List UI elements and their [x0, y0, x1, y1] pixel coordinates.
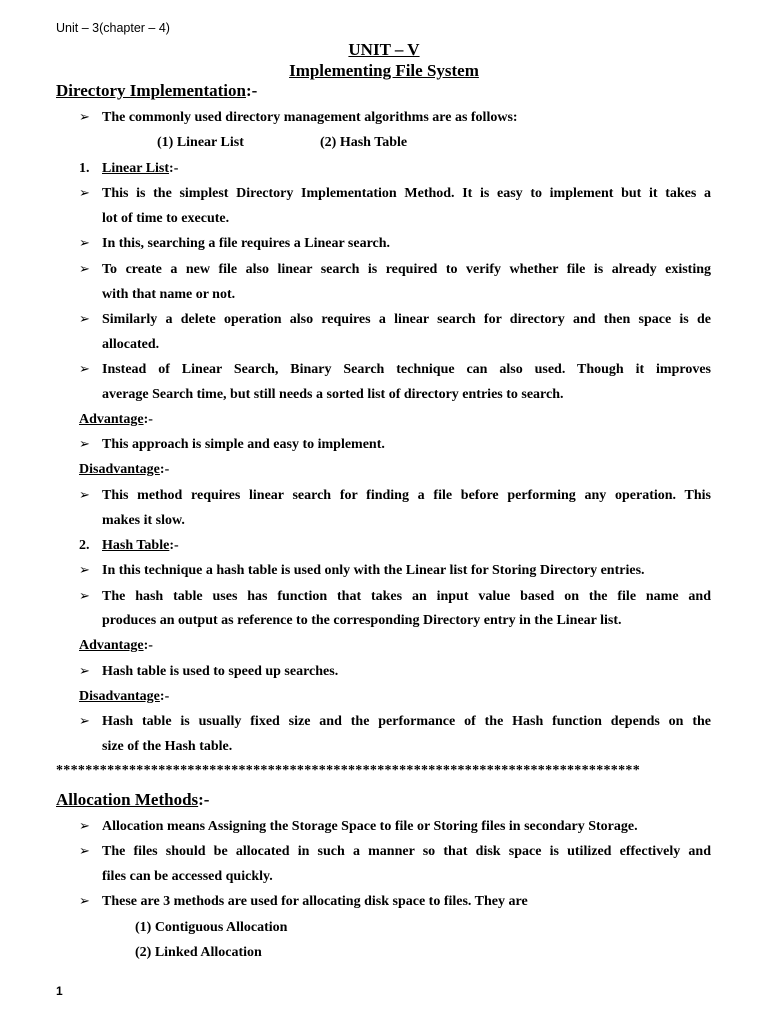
directory-heading: Directory Implementation:-: [56, 81, 258, 100]
linear-list-number: 1.: [79, 161, 90, 176]
section-separator: ********************************************************************************: [56, 763, 640, 778]
allocation-point-3: These are 3 methods are used for allocating disk space to files. They are: [102, 894, 528, 909]
unit-title: UNIT – V: [348, 40, 420, 59]
linear-point-1-line-2: lot of time to execute.: [102, 211, 230, 226]
hash-disadvantage-1-line-2: size of the Hash table.: [102, 739, 233, 754]
allocation-method-contiguous: (1) Contiguous Allocation: [135, 920, 288, 935]
header-note: Unit – 3(chapter – 4): [56, 21, 170, 35]
bullet-icon: ➢: [79, 437, 90, 452]
bullet-icon: ➢: [79, 819, 90, 834]
allocation-point-1: Allocation means Assigning the Storage Space to file or Storing files in secondary Storage.: [102, 819, 638, 834]
bullet-icon: ➢: [79, 664, 90, 679]
bullet-icon: ➢: [79, 844, 90, 859]
allocation-point-2-line-2: files can be accessed quickly.: [102, 869, 273, 884]
linear-advantage-1: This approach is simple and easy to implement.: [102, 437, 385, 452]
bullet-icon: ➢: [79, 186, 90, 201]
hash-table-heading: Hash Table:-: [102, 538, 179, 553]
linear-point-5-line-2: average Search time, but still needs a sorted list of directory entries to search.: [102, 387, 564, 402]
bullet-icon: ➢: [79, 714, 90, 729]
hash-point-2-line-1: The hash table uses has function that takes an input value based on the file name and: [102, 589, 711, 604]
linear-disadvantage-heading: Disadvantage:-: [79, 462, 170, 477]
allocation-heading: Allocation Methods:-: [56, 790, 210, 809]
bullet-icon: ➢: [79, 236, 90, 251]
hash-table-number: 2.: [79, 538, 90, 553]
hash-disadvantage-heading: Disadvantage:-: [79, 689, 170, 704]
bullet-icon: ➢: [79, 110, 90, 125]
allocation-point-2-line-1: The files should be allocated in such a manner so that disk space is utilized effectively and: [102, 844, 711, 859]
bullet-icon: ➢: [79, 262, 90, 277]
directory-intro: The commonly used directory management algorithms are as follows:: [102, 110, 518, 125]
bullet-icon: ➢: [79, 362, 90, 377]
bullet-icon: ➢: [79, 894, 90, 909]
hash-point-2-line-2: produces an output as reference to the corresponding Directory entry in the Linear list.: [102, 613, 622, 628]
hash-point-1: In this technique a hash table is used only with the Linear list for Storing Directory entries.: [102, 563, 645, 578]
linear-point-3-line-1: To create a new file also linear search is required to verify whether file is already existing: [102, 262, 711, 277]
unit-subtitle: Implementing File System: [289, 61, 479, 80]
linear-point-1-line-1: This is the simplest Directory Implementation Method. It is easy to implement but it takes a: [102, 186, 711, 201]
method-hash-table: (2) Hash Table: [320, 135, 408, 150]
linear-point-5-line-1: Instead of Linear Search, Binary Search technique can also used. Though it improves: [102, 362, 711, 377]
linear-point-4-line-1: Similarly a delete operation also requires a linear search for directory and then space is de: [102, 312, 711, 327]
linear-disadvantage-1-line-1: This method requires linear search for finding a file before performing any operation. This: [102, 488, 711, 503]
bullet-icon: ➢: [79, 563, 90, 578]
hash-disadvantage-1-line-1: Hash table is usually fixed size and the performance of the Hash function depends on the: [102, 714, 711, 729]
linear-point-2: In this, searching a file requires a Linear search.: [102, 236, 391, 251]
page-number: 1: [56, 984, 63, 998]
linear-disadvantage-1-line-2: makes it slow.: [102, 513, 185, 528]
hash-advantage-heading: Advantage:-: [79, 638, 153, 653]
bullet-icon: ➢: [79, 312, 90, 327]
linear-point-4-line-2: allocated.: [102, 337, 160, 352]
bullet-icon: ➢: [79, 589, 90, 604]
bullet-icon: ➢: [79, 488, 90, 503]
linear-advantage-heading: Advantage:-: [79, 412, 153, 427]
method-linear-list: (1) Linear List: [157, 135, 244, 150]
linear-list-heading: Linear List:-: [102, 161, 179, 176]
allocation-method-linked: (2) Linked Allocation: [135, 945, 262, 960]
linear-point-3-line-2: with that name or not.: [102, 287, 236, 302]
hash-advantage-1: Hash table is used to speed up searches.: [102, 664, 339, 679]
